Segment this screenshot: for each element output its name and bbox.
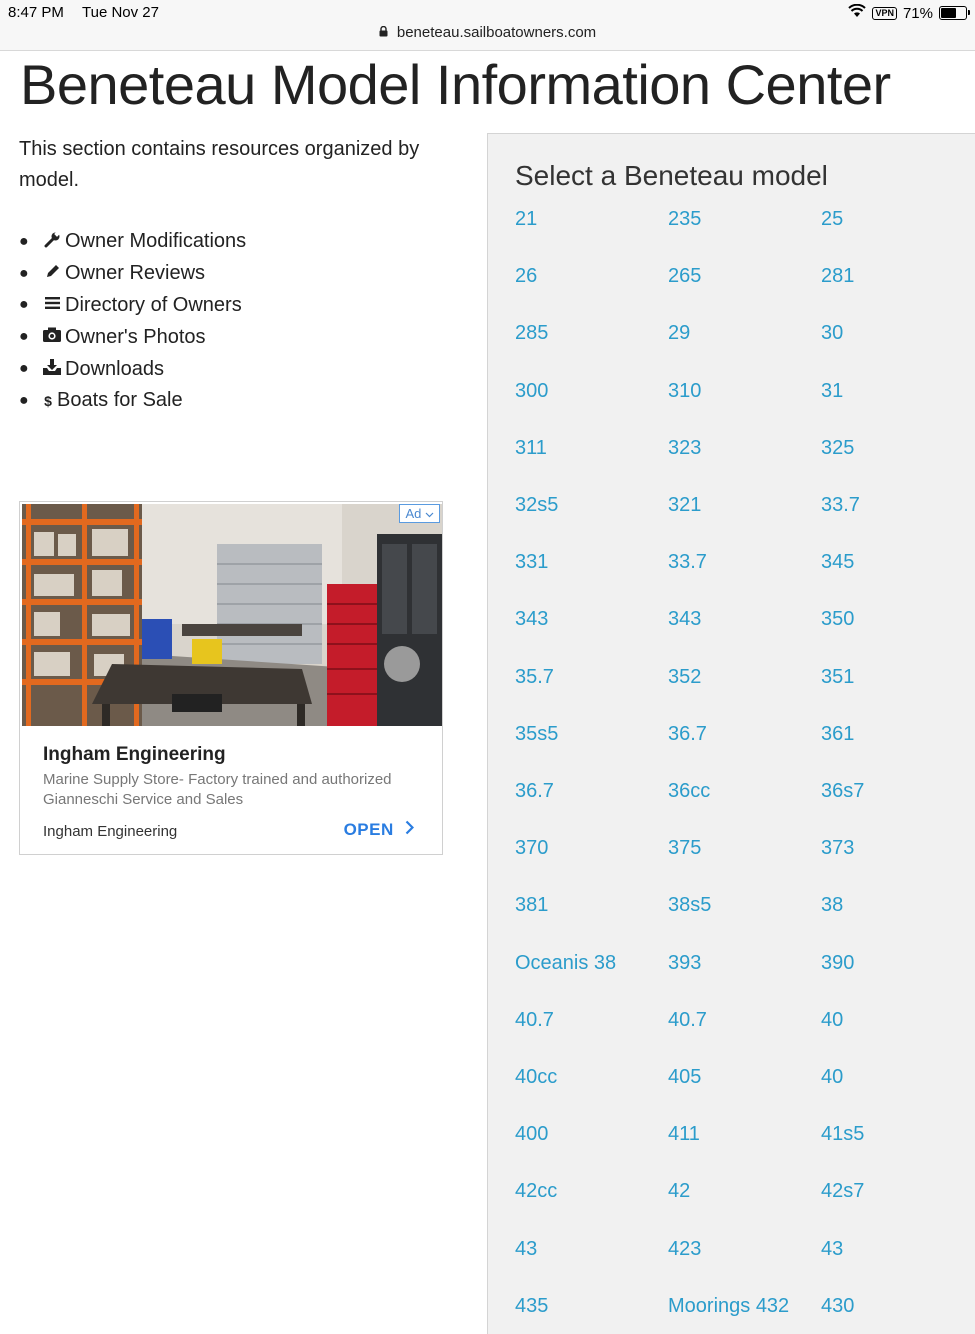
model-link[interactable]: 265 — [668, 265, 702, 288]
ad-description: Marine Supply Store- Factory trained and authorized Gianneschi Service and Sales — [43, 771, 392, 808]
resource-item-boats-for-sale[interactable] — [19, 385, 246, 417]
battery-fill — [941, 8, 956, 18]
model-link[interactable]: 36cc — [668, 780, 711, 802]
model-link[interactable]: 40.7 — [668, 1008, 707, 1031]
download-icon — [41, 359, 63, 380]
model-link[interactable]: 38s5 — [668, 894, 712, 917]
ad-open-label: OPEN — [343, 820, 394, 839]
ad-brand: Ingham Engineering — [43, 823, 178, 840]
resource-label: Downloads — [65, 357, 164, 380]
model-link[interactable]: 361 — [821, 722, 855, 745]
model-link[interactable]: 352 — [668, 665, 702, 688]
model-link[interactable]: 373 — [821, 837, 855, 860]
model-link[interactable]: 423 — [668, 1237, 702, 1260]
model-link[interactable]: 393 — [668, 951, 702, 974]
model-link[interactable]: 36.7 — [515, 780, 554, 802]
resource-item-owners-photos[interactable] — [19, 321, 246, 353]
model-link[interactable]: 345 — [821, 551, 855, 574]
model-link[interactable]: 321 — [668, 494, 702, 516]
resource-label: Owner Modifications — [65, 230, 247, 253]
model-link[interactable]: 350 — [821, 608, 855, 631]
bullet: ● — [19, 296, 29, 314]
model-link[interactable]: 300 — [515, 379, 549, 402]
resource-item-owner-reviews[interactable] — [19, 258, 246, 290]
model-link[interactable]: 375 — [668, 837, 702, 860]
resource-item-downloads[interactable] — [19, 353, 246, 385]
dollar-icon: $ — [44, 392, 52, 409]
model-link[interactable]: 435 — [515, 1294, 549, 1317]
ad-badge-label: Ad — [405, 506, 422, 521]
resource-list — [19, 226, 246, 417]
model-link[interactable]: 42s7 — [821, 1180, 865, 1203]
model-link[interactable]: 430 — [821, 1294, 855, 1317]
model-link[interactable]: 400 — [515, 1123, 549, 1146]
model-link[interactable]: 25 — [821, 208, 844, 230]
model-link[interactable]: 235 — [668, 208, 702, 230]
model-link[interactable]: 26 — [515, 265, 538, 288]
model-link[interactable]: 21 — [515, 208, 538, 230]
model-link[interactable]: 351 — [821, 665, 855, 688]
bullet: ● — [19, 232, 29, 250]
bullet: ● — [19, 360, 29, 378]
camera-icon — [41, 327, 63, 347]
model-link[interactable]: 343 — [668, 608, 702, 631]
model-link[interactable]: 35s5 — [515, 722, 559, 745]
ad-title[interactable]: Ingham Engineering — [43, 744, 226, 765]
url-text: beneteau.sailboatowners.com — [396, 24, 597, 41]
model-link[interactable]: 40cc — [515, 1066, 558, 1088]
resource-label: Directory of Owners — [65, 293, 242, 316]
wrench-icon — [41, 231, 63, 253]
bullet: ● — [19, 328, 29, 346]
model-link[interactable]: 343 — [515, 608, 549, 631]
status-date: Tue Nov 27 — [82, 4, 159, 21]
model-link[interactable]: 40.7 — [515, 1008, 554, 1031]
chevron-down-icon — [425, 506, 434, 521]
ad-choices-badge[interactable] — [399, 504, 440, 523]
chevron-right-icon — [405, 820, 414, 839]
model-link[interactable]: 36.7 — [668, 722, 707, 745]
model-link[interactable]: 331 — [515, 551, 549, 574]
model-link[interactable]: 36s7 — [821, 780, 865, 802]
model-link[interactable]: 32s5 — [515, 494, 559, 516]
wifi-icon — [848, 4, 866, 22]
resource-label: Owner Reviews — [65, 262, 206, 285]
bullet: ● — [19, 391, 29, 409]
model-link[interactable]: 38 — [821, 894, 844, 917]
battery-percent: 71% — [902, 4, 933, 22]
list-icon — [41, 296, 63, 315]
model-link[interactable]: 323 — [668, 436, 702, 459]
pencil-icon — [41, 263, 63, 285]
model-link[interactable]: 310 — [668, 379, 702, 402]
model-link[interactable]: 285 — [515, 322, 549, 345]
model-link[interactable]: 405 — [668, 1066, 702, 1088]
model-link[interactable]: 30 — [821, 322, 844, 345]
model-selector-panel — [487, 133, 975, 1334]
model-link[interactable]: 370 — [515, 837, 549, 860]
model-link[interactable]: 35.7 — [515, 665, 554, 688]
model-selector-heading: Select a Beneteau model — [515, 160, 828, 191]
model-link[interactable]: 411 — [668, 1123, 700, 1146]
ad-open-button[interactable] — [344, 820, 414, 840]
model-link[interactable]: 31 — [821, 379, 844, 402]
intro-text: This section contains resources organized by model. — [19, 138, 420, 191]
model-link[interactable]: 42cc — [515, 1180, 558, 1203]
model-link[interactable]: 42 — [668, 1180, 691, 1203]
model-link[interactable]: Oceanis 38 — [515, 951, 617, 974]
status-indicators — [848, 4, 967, 22]
model-link[interactable]: 33.7 — [668, 551, 707, 574]
model-link[interactable]: 325 — [821, 436, 855, 459]
advertisement[interactable] — [19, 501, 443, 855]
model-link[interactable]: 390 — [821, 951, 855, 974]
status-time: 8:47 PM — [8, 4, 64, 21]
model-link[interactable]: 381 — [515, 894, 549, 917]
page-title: Beneteau Model Information Center — [20, 53, 891, 116]
model-link[interactable]: 41s5 — [821, 1123, 865, 1146]
resource-item-owner-modifications[interactable] — [19, 226, 246, 258]
model-link[interactable]: 281 — [821, 265, 855, 288]
model-link[interactable]: 40 — [821, 1066, 844, 1088]
bullet: ● — [19, 264, 29, 282]
ad-image[interactable] — [22, 504, 442, 726]
lock-icon — [379, 28, 391, 40]
status-bar — [0, 0, 975, 51]
address-bar[interactable] — [0, 24, 975, 41]
battery-icon — [939, 6, 967, 20]
resource-item-directory-of-owners[interactable] — [19, 290, 246, 322]
model-link[interactable]: 40 — [821, 1008, 844, 1031]
model-link[interactable]: 33.7 — [821, 494, 860, 516]
model-link[interactable]: Moorings 432 — [668, 1294, 790, 1317]
model-link[interactable]: 43 — [821, 1237, 844, 1260]
resource-label: Owner's Photos — [65, 325, 206, 348]
model-link[interactable]: 29 — [668, 322, 691, 345]
model-link[interactable]: 311 — [515, 436, 547, 459]
resource-label: Boats for Sale — [57, 389, 183, 412]
vpn-badge: VPN — [872, 7, 897, 20]
model-link[interactable]: 43 — [515, 1237, 538, 1260]
